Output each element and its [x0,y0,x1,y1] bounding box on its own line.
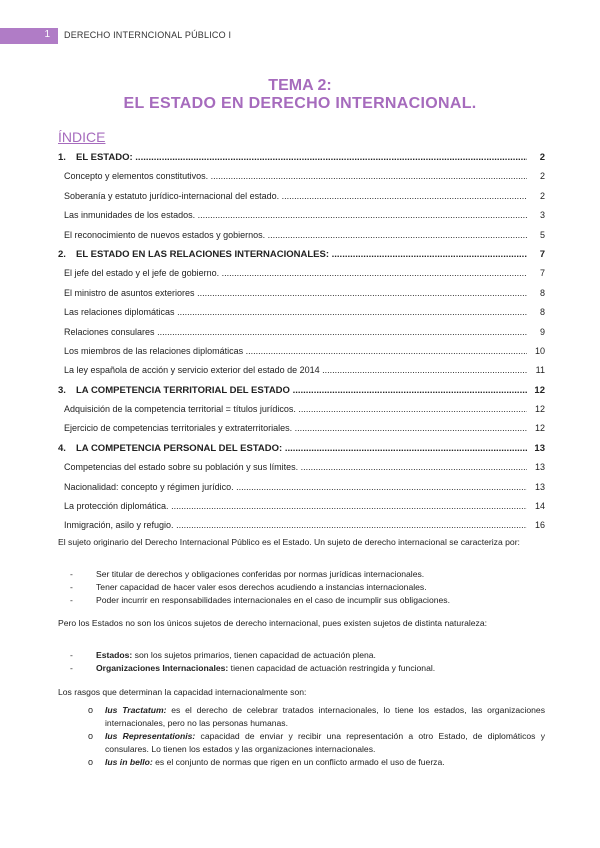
toc-entry-page: 8 [539,287,545,298]
toc-entry-number: 2. [58,248,66,260]
toc-entry-label: Soberanía y estatuto jurídico-internacional del estado. ..... [64,191,527,201]
course-title: DERECHO INTERNCIONAL PÚBLICO I [64,30,232,40]
toc-entry-page: 8 [539,307,545,318]
toc-entry-label: Concepto y elementos constitutivos. ..... [64,171,527,181]
toc-entry-number: 3. [58,384,66,396]
toc-entry[interactable] [58,497,545,516]
toc-entry-page: 11 [535,365,545,376]
toc-entry-page: 12 [534,423,545,434]
toc-entry[interactable] [58,516,545,535]
toc-entry-page: 5 [539,229,545,240]
toc-entry-page: 3 [539,210,545,221]
toc-entry-page: 13 [534,462,545,473]
index-heading[interactable]: ÍNDICE [58,129,106,145]
toc-entry-label: Las relaciones diplomáticas ..... [64,307,527,317]
toc-entry-label: Las inmunidades de los estados. ..... [64,210,527,220]
subject-characteristics-list [70,568,545,607]
toc-entry-label: EL ESTADO: ..... [76,152,527,163]
list-item: o Ius in bello: es el conjunto de normas que rigen en un conflicto armado el uso de fuerza. [88,757,445,768]
toc-entry-label: LA COMPETENCIA TERRITORIAL DEL ESTADO ..... [76,385,527,396]
toc-entry[interactable] [58,342,545,361]
toc-entry[interactable] [58,439,545,458]
list-item: - Tener capacidad de hacer valer esos derechos acudiendo a instancias internacionales. [70,582,427,592]
toc-entry[interactable] [58,284,545,303]
list-item: o Ius Tractatum: es el derecho de celebrar tratados internacionales, lo tiene los estados, las organizaciones internacionales, pero no las personas humanas. [88,705,545,728]
list-item: - Estados: son los sujetos primarios, tienen capacidad de actuación plena. [70,650,376,660]
toc-entry-page: 9 [539,326,545,337]
toc-entry-number: 4. [58,442,66,454]
toc-entry[interactable] [58,400,545,419]
toc-entry[interactable] [58,206,545,225]
toc-entry-label: La protección diplomática. ..... [64,501,527,511]
page-number-badge [0,28,58,44]
toc-entry-label: Ejercicio de competencias territoriales y extraterritoriales. ..... [64,423,527,433]
capacity-traits-list [88,704,545,770]
traits-paragraph: Los rasgos que determinan la capacidad internacionalmente son: [58,687,307,697]
subjects-paragraph: Pero los Estados no son los únicos sujetos de derecho internacional, pues existen sujetos de distinta naturaleza: [58,618,487,628]
toc-entry-page: 2 [539,171,545,182]
page-number: 1 [44,29,50,40]
toc-entry-page: 12 [534,384,545,396]
toc-entry-label: Nacionalidad: concepto y régimen jurídico. ..... [64,482,527,492]
intro-paragraph: El sujeto originario del Derecho Internacional Público es el Estado. Un sujeto de derecho internacional se caracteriza por: [58,537,520,547]
toc-entry[interactable] [58,478,545,497]
toc-entry-number: 1. [58,152,66,163]
toc-entry-label: El jefe del estado y el jefe de gobierno. ..... [64,268,527,278]
toc-entry-page: 13 [534,481,545,492]
list-item: - Poder incurrir en responsabilidades internacionales en el caso de incumplir sus obligaciones. [70,595,450,605]
toc-entry[interactable] [58,148,545,167]
toc-entry-page: 7 [539,248,545,260]
subject-types-list [70,649,545,675]
toc-entry-label: Inmigración, asilo y refugio. ..... [64,520,527,530]
toc-entry-label: LA COMPETENCIA PERSONAL DEL ESTADO: ..... [76,443,527,454]
toc-entry-page: 12 [534,404,545,415]
table-of-contents [58,148,545,536]
toc-entry-label: Adquisición de la competencia territorial = títulos jurídicos. ..... [64,404,527,414]
toc-entry-page: 13 [534,442,545,454]
toc-entry-page: 10 [534,345,545,356]
toc-entry[interactable] [58,226,545,245]
toc-entry-page: 2 [539,190,545,201]
toc-entry-page: 2 [539,152,545,163]
toc-entry[interactable] [58,167,545,186]
list-item: o Ius Representationis: capacidad de enviar y recibir una representación a otro Estado, de diplomáticos y consulares. Lo tienen los estados y las organizaciones internacionales. [88,731,545,754]
toc-entry-label: Competencias del estado sobre su población y sus límites. ..... [64,462,527,472]
toc-entry-label: El reconocimiento de nuevos estados y gobiernos. ..... [64,230,527,240]
list-item: - Organizaciones Internacionales: tienen capacidad de actuación restringida y funcional. [70,663,436,673]
toc-entry[interactable] [58,419,545,438]
toc-entry[interactable] [58,245,545,264]
toc-entry-label: EL ESTADO EN LAS RELACIONES INTERNACIONALES: ..... [76,249,527,260]
toc-entry-page: 14 [534,501,545,512]
list-item: - Ser titular de derechos y obligaciones conferidas por normas jurídicas internacionales. [70,569,425,579]
toc-entry[interactable] [58,264,545,283]
toc-entry[interactable] [58,187,545,206]
toc-entry-label: Relaciones consulares ..... [64,327,527,337]
toc-entry[interactable] [58,361,545,380]
toc-entry-label: La ley española de acción y servicio exterior del estado de 2014 ..... [64,365,527,375]
toc-entry-page: 7 [539,268,545,279]
toc-entry-page: 16 [534,520,545,531]
toc-entry-label: Los miembros de las relaciones diplomáticas ..... [64,346,527,356]
toc-entry-label: El ministro de asuntos exteriores ..... [64,288,527,298]
toc-entry[interactable] [58,381,545,400]
toc-entry[interactable] [58,303,545,322]
document-title-line1: TEMA 2: [268,77,332,94]
toc-entry[interactable] [58,323,545,342]
page-header [0,28,600,44]
document-title-line2: EL ESTADO EN DERECHO INTERNACIONAL. [123,95,477,112]
toc-entry[interactable] [58,458,545,477]
